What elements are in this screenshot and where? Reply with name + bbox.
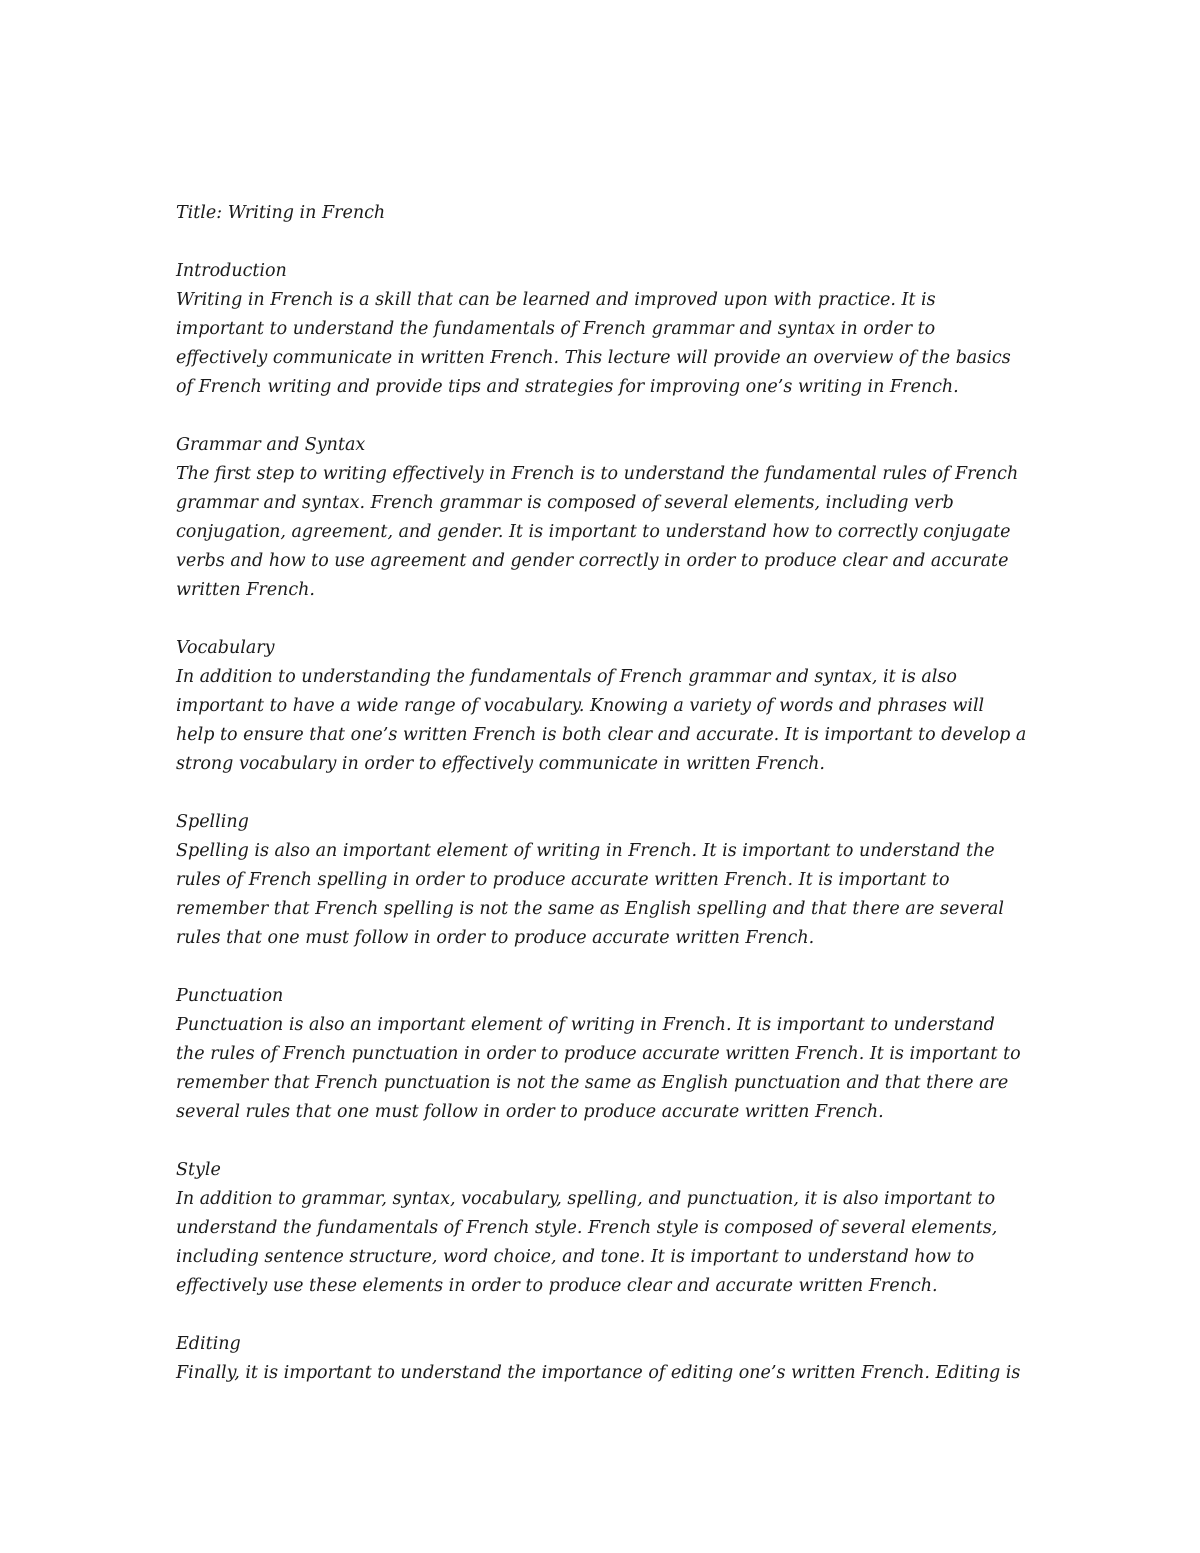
document-title: Title: Writing in French — [176, 203, 386, 223]
paragraph-line: Finally, it is important to understand the importance of editing one’s written French. Editing is — [176, 1363, 1021, 1383]
section-introduction — [176, 257, 1036, 402]
spacer — [176, 228, 1036, 257]
spacer — [176, 779, 1036, 808]
section-heading: Introduction — [176, 261, 287, 281]
section-editing — [176, 1330, 1036, 1388]
spacer — [176, 402, 1036, 431]
paragraph-line: rules of French spelling in order to produce accurate written French. It is important to — [176, 870, 950, 890]
section-heading: Vocabulary — [176, 638, 275, 658]
paragraph-line: effectively communicate in written French. This lecture will provide an overview of the basics — [176, 348, 1011, 368]
section-style — [176, 1156, 1036, 1301]
spacer — [176, 605, 1036, 634]
paragraph-line: remember that French punctuation is not the same as English punctuation and that there are — [176, 1073, 1009, 1093]
section-heading: Punctuation — [176, 986, 284, 1006]
section-punctuation — [176, 982, 1036, 1127]
paragraph-line: including sentence structure, word choice, and tone. It is important to understand how to — [176, 1247, 975, 1267]
paragraph-line: remember that French spelling is not the same as English spelling and that there are several — [176, 899, 1004, 919]
paragraph-line: several rules that one must follow in order to produce accurate written French. — [176, 1102, 884, 1122]
document-body — [176, 199, 1036, 1388]
paragraph-line: written French. — [176, 580, 315, 600]
section-spelling — [176, 808, 1036, 953]
paragraph-line: Punctuation is also an important element of writing in French. It is important to understand — [176, 1015, 995, 1035]
paragraph-line: The first step to writing effectively in French is to understand the fundamental rules of French — [176, 464, 1019, 484]
paragraph-line: important to have a wide range of vocabulary. Knowing a variety of words and phrases will — [176, 696, 985, 716]
paragraph-line: grammar and syntax. French grammar is composed of several elements, including verb — [176, 493, 954, 513]
paragraph-line: understand the fundamentals of French style. French style is composed of several elements, — [176, 1218, 998, 1238]
paragraph-line: the rules of French punctuation in order to produce accurate written French. It is important to — [176, 1044, 1021, 1064]
paragraph-line: strong vocabulary in order to effectively communicate in written French. — [176, 754, 825, 774]
paragraph-line: verbs and how to use agreement and gender correctly in order to produce clear and accurate — [176, 551, 1009, 571]
paragraph-line: conjugation, agreement, and gender. It is important to understand how to correctly conjugate — [176, 522, 1011, 542]
section-grammar-and-syntax — [176, 431, 1036, 605]
paragraph-line: effectively use these elements in order to produce clear and accurate written French. — [176, 1276, 938, 1296]
spacer — [176, 1301, 1036, 1330]
paragraph-line: Spelling is also an important element of writing in French. It is important to understand the — [176, 841, 995, 861]
spacer — [176, 953, 1036, 982]
spacer — [176, 1127, 1036, 1156]
section-heading: Spelling — [176, 812, 249, 832]
paragraph-line: important to understand the fundamentals of French grammar and syntax in order to — [176, 319, 936, 339]
paragraph-line: of French writing and provide tips and strategies for improving one’s writing in French. — [176, 377, 959, 397]
section-heading: Style — [176, 1160, 221, 1180]
section-heading: Grammar and Syntax — [176, 435, 366, 455]
paragraph-line: Writing in French is a skill that can be learned and improved upon with practice. It is — [176, 290, 936, 310]
section-vocabulary — [176, 634, 1036, 779]
paragraph-line: In addition to understanding the fundamentals of French grammar and syntax, it is also — [176, 667, 957, 687]
section-heading: Editing — [176, 1334, 241, 1354]
paragraph-line: In addition to grammar, syntax, vocabulary, spelling, and punctuation, it is also important to — [176, 1189, 996, 1209]
paragraph-line: help to ensure that one’s written French is both clear and accurate. It is important to develop a — [176, 725, 1027, 745]
paragraph-line: rules that one must follow in order to produce accurate written French. — [176, 928, 815, 948]
